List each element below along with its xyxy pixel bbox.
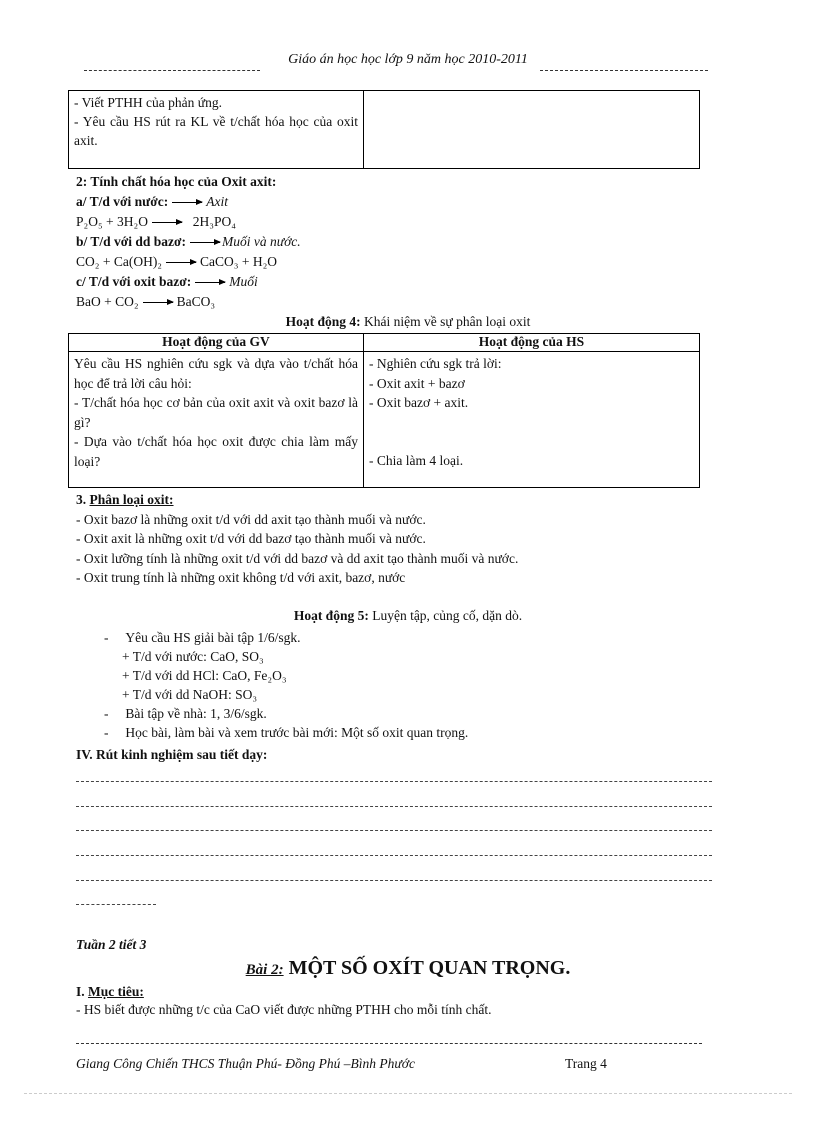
activity-5-title: Hoạt động 5: Luyện tập, củng cố, dặn dò.	[293, 608, 523, 623]
arrow-icon	[152, 222, 182, 223]
gv-line: - Dựa vào t/chất hóa học oxit được chia làm mấy loại?	[74, 434, 358, 469]
class-item: - Oxit axit là những oxit t/d với dd bazơ tạo thành muối và nước.	[76, 531, 426, 546]
class-item: - Oxit trung tính là những oxit không t/d với axit, bazơ, nước	[76, 570, 406, 585]
activity-5-item: - Học bài, làm bài và xem trước bài mới: Một số oxit quan trọng.	[104, 725, 469, 740]
arrow-icon	[143, 302, 173, 303]
objectives-item: - HS biết được những t/c của CaO viết được những PTHH cho mỗi tính chất.	[76, 1002, 492, 1017]
continuation-line: - Yêu cầu HS rút ra KL về t/chất hóa học của oxit axit.	[74, 114, 358, 148]
week-label: Tuần 2 tiết 3	[76, 937, 147, 952]
hs-line: - Oxit bazơ + axit.	[369, 395, 469, 410]
lesson-title: Bài 2: MỘT SỐ OXÍT QUAN TRỌNG.	[245, 957, 571, 979]
column-head-gv: Hoạt động của GV	[69, 334, 364, 352]
section-2-title: 2: Tính chất hóa học của Oxit axit:	[76, 174, 277, 189]
property-b: b/ T/d với dd bazơ: Muối và nước.	[76, 234, 301, 249]
hs-line: - Nghiên cứu sgk trả lời:	[369, 356, 502, 371]
gv-line: Yêu cầu HS nghiên cứu sgk và dựa vào t/chất hóa học để trả lời câu hỏi:	[74, 356, 358, 391]
equation-1: P₂O₅ + 3H₂O 2H₃PO₄	[76, 214, 236, 229]
note-line	[76, 806, 712, 807]
class-item: - Oxit lưỡng tính là những oxit t/d với dd bazơ và dd axit tạo thành muối và nước.	[76, 551, 519, 566]
property-c: c/ T/d với oxit bazơ: Muối	[76, 274, 258, 289]
page-number: Trang 4	[565, 1056, 607, 1071]
hs-cell	[364, 352, 700, 488]
page-header: Giáo án học học lớp 9 năm học 2010-2011	[288, 52, 528, 67]
hs-line: - Chia làm 4 loại.	[369, 453, 464, 468]
activity-5-item: - Bài tập về nhà: 1, 3/6/sgk.	[104, 706, 267, 721]
activity-5-item: - Yêu cầu HS giải bài tập 1/6/sgk.	[104, 630, 301, 645]
activity-5-subitem: + T/d với dd NaOH: SO₃	[122, 687, 258, 702]
continuation-table	[68, 90, 700, 169]
activity-4-table	[68, 333, 700, 488]
header-dash-left	[84, 70, 260, 71]
property-a: a/ T/d với nước: Axit	[76, 194, 228, 209]
activity-5-list	[104, 628, 468, 742]
note-line	[76, 781, 712, 782]
arrow-icon	[195, 282, 225, 283]
bottom-margin-rule	[24, 1093, 792, 1094]
header-dash-right	[540, 70, 708, 71]
section-3-title: 3. Phân loại oxit:	[76, 492, 174, 507]
arrow-icon	[172, 202, 202, 203]
equation-3: BaO + CO₂ BaCO₃	[76, 294, 216, 309]
footer-rule	[76, 1043, 702, 1044]
equation-2: CO₂ + Ca(OH)₂ CaCO₃ + H₂O	[76, 254, 278, 269]
gv-line: - T/chất hóa học cơ bản của oxit axit và oxit bazơ là gì?	[74, 395, 358, 430]
arrow-icon	[190, 242, 220, 243]
continuation-line: - Viết PTHH của phản ứng.	[74, 95, 222, 110]
note-line	[76, 855, 712, 856]
class-item: - Oxit bazơ là những oxit t/d với dd axit tạo thành muối và nước.	[76, 512, 426, 527]
activity-5-subitem: + T/d với nước: CaO, SO₃	[122, 649, 264, 664]
footer-author: Giang Công Chiến THCS Thuận Phú- Đồng Phú –Bình Phước	[76, 1056, 415, 1071]
arrow-icon	[166, 262, 196, 263]
note-line	[76, 880, 712, 881]
continuation-hs-cell	[364, 91, 700, 169]
note-line	[76, 830, 712, 831]
note-line	[76, 904, 156, 905]
activity-5-subitem: + T/d với dd HCl: CaO, Fe₂O₃	[122, 668, 287, 683]
hs-line: - Oxit axit + bazơ	[369, 375, 465, 391]
gv-cell	[69, 352, 364, 488]
continuation-gv-cell	[69, 91, 364, 169]
objectives-title: I. Mục tiêu:	[76, 984, 144, 999]
activity-4-title: Hoạt động 4: Khái niệm về sự phân loại oxit	[285, 314, 531, 329]
column-head-hs: Hoạt động của HS	[364, 334, 700, 352]
section-4-title: IV. Rút kinh nghiệm sau tiết dạy:	[76, 747, 268, 762]
